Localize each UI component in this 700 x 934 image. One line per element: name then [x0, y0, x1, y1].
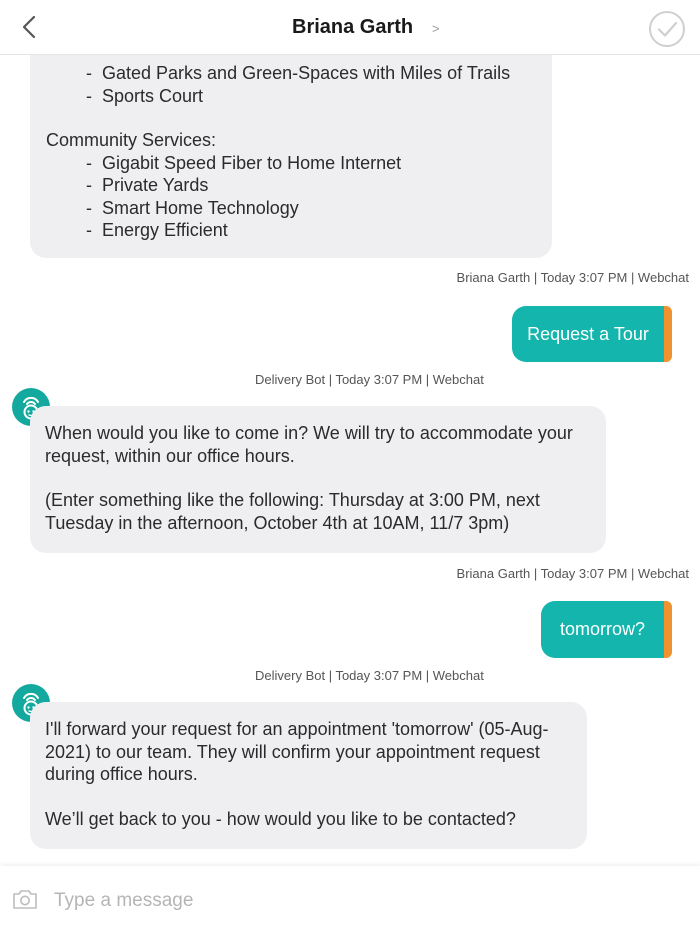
- message-composer: [0, 866, 700, 934]
- chat-transcript[interactable]: [0, 54, 700, 866]
- list-item: - Smart Home Technology: [86, 197, 299, 218]
- list-item: - Private Yards: [86, 175, 209, 195]
- title-chevron-icon[interactable]: >: [432, 21, 440, 36]
- list-item: - Gigabit Speed Fiber to Home Internet: [86, 152, 402, 173]
- user-message-tomorrow[interactable]: tomorrow?: [541, 601, 672, 658]
- bot-message-amenities: [30, 54, 552, 258]
- message-meta: Delivery Bot | Today 3:07 PM | Webchat: [255, 668, 484, 683]
- message-meta: Briana Garth | Today 3:07 PM | Webchat: [456, 566, 689, 581]
- chat-header: [0, 0, 700, 55]
- bot-message-schedule: When would you like to come in? We will try to accommodate your request, within our office hours. (Enter something like the following: Thursday at 3:00 PM, next Tuesday in the afternoon, October 4th at 10AM, 11/7 3pm): [30, 406, 606, 553]
- bot-message-confirmation: I'll forward your request for an appointment 'tomorrow' (05-Aug-2021) to our team. They will confirm your appointment request during office hours. We’ll get back to you - how would you like to be contacted?: [30, 702, 587, 849]
- message-meta: Delivery Bot | Today 3:07 PM | Webchat: [255, 372, 484, 387]
- list-item: - Gated Parks and Green-Spaces with Miles of Trails: [86, 63, 511, 83]
- back-button[interactable]: [14, 12, 44, 42]
- message-meta: Briana Garth | Today 3:07 PM | Webchat: [456, 270, 689, 285]
- user-message-request-tour[interactable]: Request a Tour: [512, 306, 672, 362]
- done-button[interactable]: [648, 10, 686, 48]
- message-input[interactable]: [54, 886, 674, 916]
- page-title[interactable]: Briana Garth: [292, 16, 414, 38]
- check-circle-icon: [648, 10, 686, 48]
- list-item: - Sports Court: [86, 85, 204, 106]
- section-label: Community Services:: [46, 130, 217, 150]
- list-item: - Energy Efficient: [86, 220, 228, 240]
- camera-icon: [12, 888, 38, 910]
- chevron-left-icon: [22, 15, 36, 39]
- camera-button[interactable]: [12, 888, 40, 912]
